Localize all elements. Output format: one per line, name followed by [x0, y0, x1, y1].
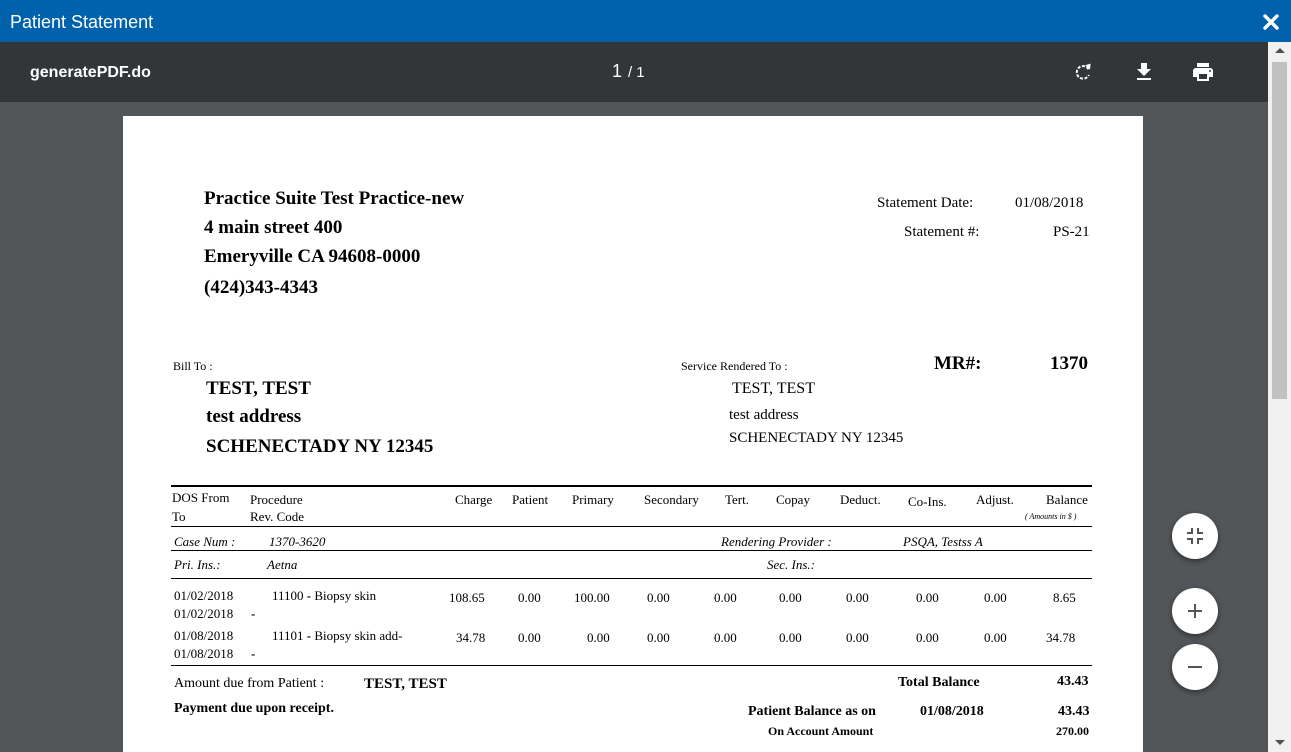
print-icon[interactable]	[1191, 60, 1215, 84]
zoom-in-button[interactable]	[1172, 588, 1218, 634]
row1-adjust: 0.00	[984, 590, 1007, 605]
rendering-provider: PSQA, Testss A	[903, 534, 983, 549]
col-primary: Primary	[572, 492, 614, 507]
row2-tert: 0.00	[714, 630, 737, 645]
table-bottom-rule	[171, 665, 1092, 666]
total-balance: 43.43	[1057, 674, 1089, 689]
dialog-titlebar	[0, 0, 1291, 42]
row2-adjust: 0.00	[984, 630, 1007, 645]
amount-due-name: TEST, TEST	[364, 676, 447, 692]
page-indicator	[612, 61, 645, 82]
mr-label: MR#:	[934, 353, 982, 374]
payment-due-note: Payment due upon receipt.	[174, 701, 334, 716]
pdf-toolbar	[0, 42, 1268, 102]
close-icon[interactable]	[1262, 13, 1280, 31]
col-patient: Patient	[512, 492, 549, 507]
col-tert: Tert.	[725, 492, 749, 507]
patient-balance-date: 01/08/2018	[920, 704, 984, 719]
row2-rev: -	[251, 646, 256, 661]
row2-patient: 0.00	[518, 630, 541, 645]
fit-page-button[interactable]	[1172, 513, 1218, 559]
pri-ins: Aetna	[267, 557, 298, 572]
row2-primary: 0.00	[587, 630, 610, 645]
col-dos-to: To	[172, 509, 186, 524]
bill-to-label: Bill To :	[173, 359, 213, 373]
row2-secondary: 0.00	[647, 630, 670, 645]
col-secondary: Secondary	[644, 492, 699, 507]
zoom-out-button[interactable]	[1172, 644, 1218, 690]
zoom-in-icon	[1183, 599, 1207, 623]
row2-dash: -	[306, 628, 312, 643]
statement-date: 01/08/2018	[1015, 195, 1084, 211]
row1-dos-to: 01/02/2018	[174, 606, 234, 621]
row1-desc: Biopsy skin	[314, 588, 377, 603]
scroll-thumb[interactable]	[1272, 62, 1287, 399]
service-to-address: test address	[729, 407, 799, 423]
bill-to-city: SCHENECTADY NY 12345	[206, 436, 434, 457]
col-charge: Charge	[455, 492, 493, 507]
practice-phone: (424)343-4343	[204, 277, 318, 298]
bill-to-address: test address	[206, 406, 302, 427]
case-num-label: Case Num :	[174, 534, 236, 549]
download-icon[interactable]	[1132, 60, 1156, 84]
case-bottom-rule	[171, 550, 1092, 551]
amounts-note: ( Amounts in $ )	[1025, 512, 1077, 521]
amount-due-label: Amount due from Patient :	[174, 676, 325, 691]
row1-rev: -	[251, 606, 256, 621]
row2-coins: 0.00	[916, 630, 939, 645]
row2-dos-to: 01/08/2018	[174, 646, 234, 661]
statement-num: PS-21	[1053, 224, 1090, 240]
col-balance: Balance	[1046, 492, 1088, 507]
practice-city: Emeryville CA 94608-0000	[204, 246, 421, 267]
on-account-label: On Account Amount	[768, 724, 874, 738]
zoom-out-icon	[1183, 655, 1207, 679]
ins-bottom-rule	[171, 578, 1092, 579]
col-dos-from: DOS From	[172, 490, 230, 505]
row1-patient: 0.00	[518, 590, 541, 605]
scroll-down-arrow[interactable]	[1275, 740, 1285, 745]
row2-dos-from: 01/08/2018	[174, 628, 234, 643]
practice-name: Practice Suite Test Practice-new	[204, 188, 465, 209]
statement-page	[123, 116, 1143, 752]
service-to-label: Service Rendered To :	[681, 359, 788, 373]
row1-secondary: 0.00	[647, 590, 670, 605]
service-to-city: SCHENECTADY NY 12345	[729, 430, 904, 446]
row2-copay: 0.00	[779, 630, 802, 645]
col-deduct: Deduct.	[840, 492, 881, 507]
patient-balance-label: Patient Balance as on	[748, 704, 876, 719]
col-adjust: Adjust.	[976, 492, 1014, 507]
col-coins: Co-Ins.	[908, 494, 947, 509]
statement-num-label: Statement #:	[904, 224, 980, 240]
row1-dash: -	[306, 588, 312, 603]
row1-primary: 100.00	[574, 590, 610, 605]
mr-number: 1370	[1050, 353, 1088, 374]
pri-ins-label: Pri. Ins.:	[174, 557, 221, 572]
patient-balance: 43.43	[1058, 704, 1090, 719]
on-account-amount: 270.00	[1056, 724, 1089, 738]
vertical-scrollbar[interactable]	[1268, 42, 1291, 752]
row2-desc: Biopsy skin add-	[314, 628, 403, 643]
header-bottom-rule	[171, 526, 1092, 527]
dialog-title: Patient Statement	[10, 12, 154, 32]
case-num: 1370-3620	[269, 534, 326, 549]
total-balance-label: Total Balance	[898, 675, 980, 690]
statement-date-label: Statement Date:	[877, 195, 974, 211]
rendering-provider-label: Rendering Provider :	[721, 534, 832, 549]
page-separator: /	[628, 64, 633, 81]
bill-to-name: TEST, TEST	[206, 378, 311, 399]
row1-balance: 8.65	[1053, 590, 1076, 605]
row1-charge: 108.65	[449, 590, 485, 605]
row1-dos-from: 01/02/2018	[174, 588, 234, 603]
row1-code: 11100	[272, 588, 304, 603]
sec-ins-label: Sec. Ins.:	[767, 557, 816, 572]
row1-deduct: 0.00	[846, 590, 869, 605]
row1-copay: 0.00	[779, 590, 802, 605]
row2-charge: 34.78	[456, 630, 486, 645]
col-procedure: Procedure	[250, 492, 303, 507]
scroll-up-arrow[interactable]	[1275, 48, 1285, 53]
table-top-rule	[171, 485, 1092, 487]
fit-page-icon	[1183, 524, 1207, 548]
rotate-icon[interactable]	[1071, 60, 1095, 84]
row1-coins: 0.00	[916, 590, 939, 605]
row2-procedure	[272, 628, 403, 644]
row1-tert: 0.00	[714, 590, 737, 605]
row1-procedure	[272, 588, 376, 604]
page-current[interactable]: 1	[612, 61, 623, 81]
page-total: 1	[636, 64, 645, 81]
practice-street: 4 main street 400	[204, 217, 343, 238]
col-rev-code: Rev. Code	[250, 509, 305, 524]
row2-code: 11101	[272, 628, 304, 643]
col-copay: Copay	[776, 492, 810, 507]
row2-balance: 34.78	[1046, 630, 1076, 645]
row2-deduct: 0.00	[846, 630, 869, 645]
file-name: generatePDF.do	[30, 64, 151, 81]
service-to-name: TEST, TEST	[732, 380, 815, 397]
